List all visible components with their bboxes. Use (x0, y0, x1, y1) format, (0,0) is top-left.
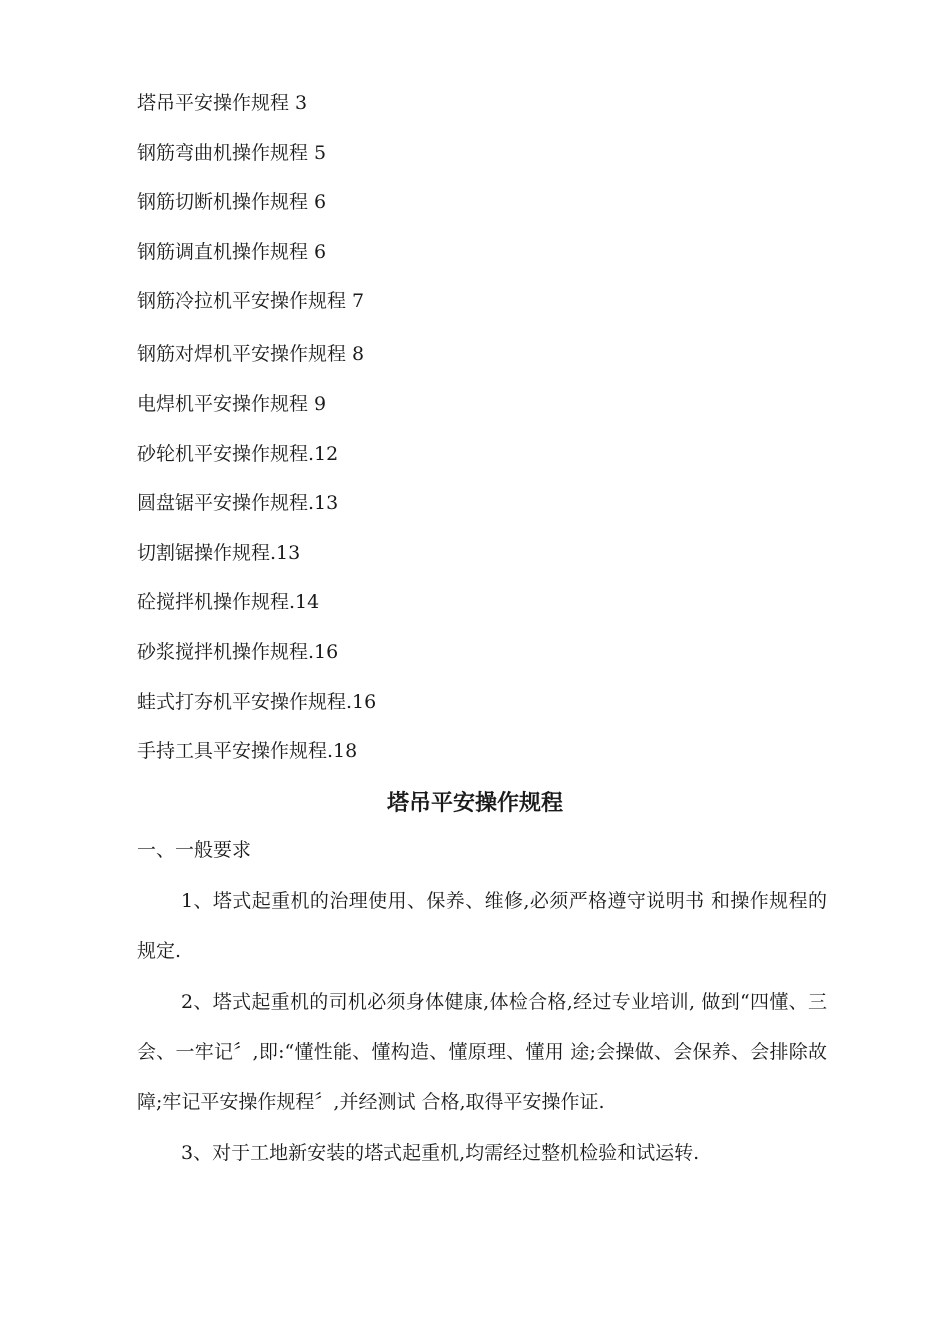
toc-item[interactable]: 切割锯操作规程.13 (137, 541, 301, 564)
toc-item[interactable]: 钢筋切断机操作规程 6 (137, 191, 327, 214)
paragraph: 3、对于工地新安装的塔式起重机,均需经过整机检验和试运转. (181, 1142, 700, 1164)
paragraph: 2、塔式起重机的司机必须身体健康,体检合格,经过专业培训, 做到“四懂、三会、一牢记〞,即:“懂性能、懂构造、懂原理、懂用 途;会操做、会保养、会排除故障;牢记平安操作规程〞,并经测试 合格,取得平安操作证. (137, 991, 827, 1113)
toc-item[interactable]: 砂浆搅拌机操作规程.16 (137, 640, 339, 663)
paragraph: 1、塔式起重机的治理使用、保养、维修,必须严格遵守说明书 和操作规程的规定. (137, 890, 827, 962)
toc-item[interactable]: 砂轮机平安操作规程.12 (137, 442, 339, 465)
document-title: 塔吊平安操作规程 (386, 791, 563, 816)
toc-item[interactable]: 电焊机平安操作规程 9 (137, 392, 327, 415)
toc-item[interactable]: 塔吊平安操作规程 3 (137, 92, 308, 114)
toc-item[interactable]: 钢筋弯曲机操作规程 5 (137, 141, 327, 164)
toc-item[interactable]: 圆盘锯平安操作规程.13 (137, 492, 339, 515)
toc-item[interactable]: 钢筋调直机操作规程 6 (137, 240, 327, 263)
toc-item[interactable]: 砼搅拌机操作规程.14 (137, 591, 320, 614)
section-heading: 一、一般要求 (137, 839, 252, 861)
toc-item[interactable]: 钢筋对焊机平安操作规程 8 (137, 343, 365, 366)
table-of-contents (137, 88, 376, 766)
toc-item[interactable]: 手持工具平安操作规程.18 (137, 740, 358, 763)
toc-item[interactable]: 蛙式打夯机平安操作规程.16 (137, 690, 377, 713)
toc-item[interactable]: 钢筋冷拉机平安操作规程 7 (137, 290, 365, 313)
